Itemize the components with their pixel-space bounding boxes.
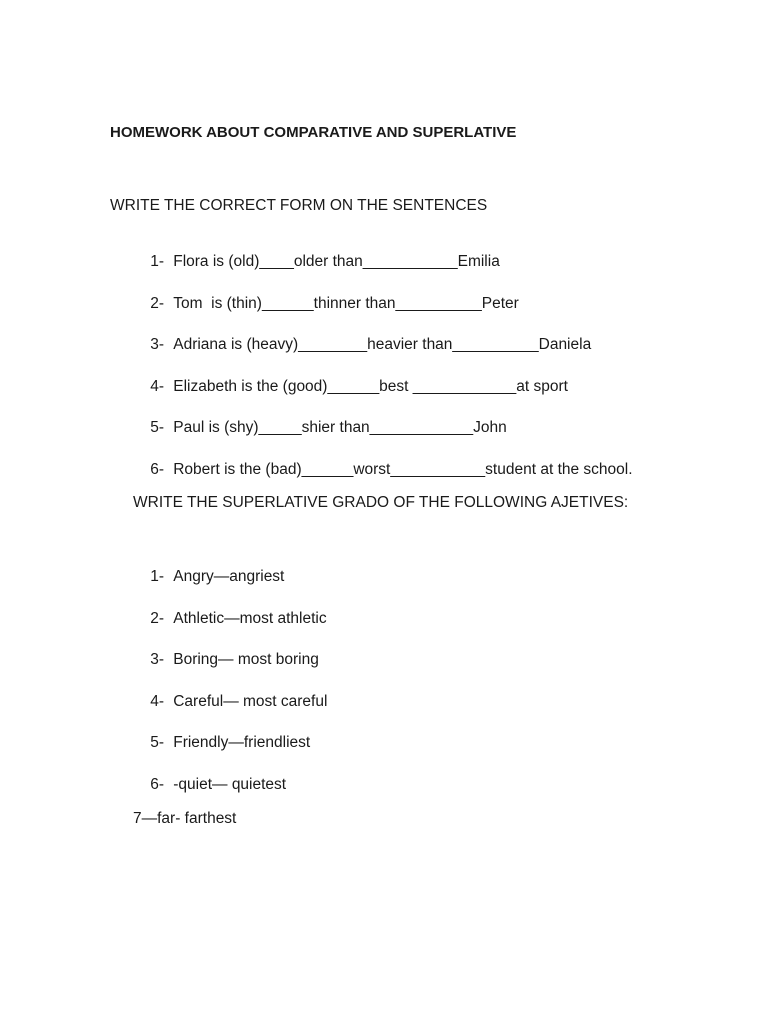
- item-number: 3-: [150, 651, 165, 668]
- item-number: 6-: [150, 776, 165, 793]
- item-text: Tom is (thin)______thinner than__________Peter: [173, 295, 519, 312]
- section2-heading: WRITE THE SUPERLATIVE GRADO OF THE FOLLOWING AJETIVES:: [133, 494, 629, 511]
- item-number: 5-: [150, 734, 165, 751]
- item-number: 2-: [150, 295, 165, 312]
- item-number: 4-: [150, 693, 165, 710]
- superlative-final-line: 7—far- farthest: [133, 810, 237, 827]
- item-number: 3-: [150, 336, 165, 353]
- exercise-item: [133, 440, 633, 500]
- item-number: 1-: [150, 253, 165, 270]
- item-number: 1-: [150, 568, 165, 585]
- item-text: Careful— most careful: [173, 693, 328, 710]
- item-number: 4-: [150, 378, 165, 395]
- item-text: Angry—angriest: [173, 568, 285, 585]
- item-text: Boring— most boring: [173, 651, 319, 668]
- item-text: Flora is (old)____older than___________Emilia: [173, 253, 500, 270]
- item-text: Friendly—friendliest: [173, 734, 311, 751]
- item-text: Athletic—most athletic: [173, 610, 327, 627]
- item-text: Paul is (shy)_____shier than____________John: [173, 419, 507, 436]
- document-title: HOMEWORK ABOUT COMPARATIVE AND SUPERLATIVE: [110, 124, 517, 141]
- item-text: Elizabeth is the (good)______best ____________at sport: [173, 378, 568, 395]
- superlative-item: [133, 755, 286, 815]
- item-number: 2-: [150, 610, 165, 627]
- item-number: 5-: [150, 419, 165, 436]
- item-text: Adriana is (heavy)________heavier than__________Daniela: [173, 336, 592, 353]
- section1-heading: WRITE THE CORRECT FORM ON THE SENTENCES: [110, 197, 488, 214]
- item-number: 6-: [150, 461, 165, 478]
- item-text: Robert is the (bad)______worst___________student at the school.: [173, 461, 633, 478]
- item-text: -quiet— quietest: [173, 776, 287, 793]
